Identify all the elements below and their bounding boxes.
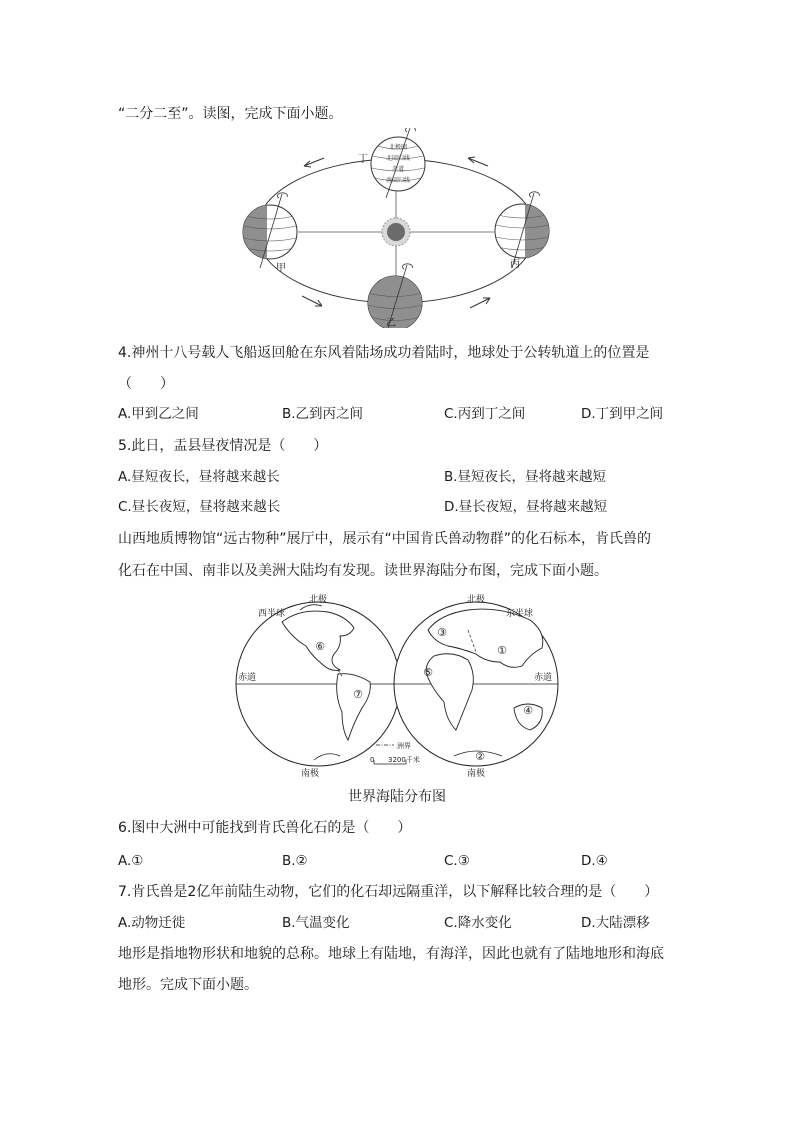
east-equator-label: 赤道 (534, 673, 553, 683)
q7-option-c[interactable]: C.降水变化 (444, 915, 512, 931)
east-hemisphere-label: 东半球 (506, 609, 534, 619)
east-south-pole: 南极 (466, 769, 486, 779)
q5-stem: 5.此日，盂县昼夜情况是（ ） (118, 438, 328, 454)
globe-bing (495, 192, 549, 268)
earth-revolution-diagram (230, 128, 570, 328)
ding-text-arctic: 北极圈 (388, 144, 408, 151)
marker-4: ④ (523, 704, 533, 717)
sun-icon (382, 218, 410, 246)
west-equator-label: 赤道 (238, 673, 257, 683)
passage2-line1: 山西地质博物馆“远古物种”展厅中，展示有“中国肯氏兽动物群”的化石标本，肯氏兽的 (118, 531, 652, 547)
q7-option-d[interactable]: D.大陆漂移 (581, 915, 650, 931)
marker-3: ③ (437, 626, 447, 639)
scale-value: 3200千米 (388, 756, 420, 764)
globe-ding (371, 128, 425, 198)
q5-option-d[interactable]: D.昼长夜短，昼将越来越短 (444, 499, 608, 515)
q6-option-a[interactable]: A.① (118, 853, 144, 869)
globe-jia (243, 193, 297, 268)
q7-option-b[interactable]: B.气温变化 (282, 915, 350, 931)
ding-text-tropic-north: 北回归线 (385, 155, 411, 162)
q7-stem: 7.肯氏兽是2亿年前陆生动物，它们的化石却远隔重洋，以下解释比较合理的是（ ） (118, 884, 659, 900)
intro-text: “二分二至”。读图，完成下面小题。 (118, 106, 343, 122)
marker-2: ② (475, 750, 485, 763)
q4-option-d[interactable]: D.丁到甲之间 (581, 406, 664, 422)
q4-stem: 4.神州十八号载人飞船返回舱在东风着陆场成功着陆时，地球处于公转轨道上的位置是 (118, 345, 650, 361)
label-bing: 丙 (510, 259, 520, 270)
marker-6: ⑥ (315, 640, 325, 653)
passage3-line2: 地形。完成下面小题。 (118, 977, 258, 993)
passage2-line2: 化石在中国、南非以及美洲大陆均有发现。读世界海陆分布图，完成下面小题。 (118, 563, 608, 579)
q4-paren: （ ） (118, 376, 174, 392)
ding-text-tropic-south: 南回归线 (385, 177, 411, 184)
q5-option-c[interactable]: C.昼长夜短，昼将越来越长 (118, 499, 281, 515)
label-jia: 甲 (276, 263, 286, 274)
q5-option-b[interactable]: B.昼短夜长，昼将越来越短 (444, 469, 607, 485)
ding-text-equator: 赤道 (391, 166, 405, 173)
marker-7: ⑦ (353, 688, 363, 701)
q6-option-b[interactable]: B.② (282, 853, 308, 869)
marker-1: ① (497, 644, 507, 657)
q4-option-b[interactable]: B.乙到丙之间 (282, 406, 364, 422)
label-ding: 丁 (358, 154, 368, 165)
q7-option-a[interactable]: A.动物迁徙 (118, 915, 186, 931)
legend-boundary: 洲界 (397, 742, 411, 750)
q4-option-c[interactable]: C.丙到丁之间 (444, 406, 526, 422)
passage3-line1: 地形是指地物形状和地貌的总称。地球上有陆地，有海洋，因此也就有了陆地地形和海底 (118, 946, 664, 962)
marker-5: ⑤ (423, 666, 433, 679)
label-yi: 乙 (386, 318, 396, 328)
west-south-pole: 南极 (300, 769, 320, 779)
q6-option-c[interactable]: C.③ (444, 853, 470, 869)
west-hemisphere-label: 西半球 (258, 609, 286, 619)
map-caption: 世界海陆分布图 (348, 789, 446, 805)
west-north-pole: 北极 (308, 595, 328, 605)
world-map (230, 590, 570, 782)
q6-stem: 6.图中大洲中可能找到肯氏兽化石的是（ ） (118, 820, 412, 836)
scale-zero: 0 (370, 756, 375, 764)
q5-option-a[interactable]: A.昼短夜长，昼将越来越长 (118, 469, 280, 485)
east-north-pole: 北极 (466, 595, 486, 605)
q6-option-d[interactable]: D.④ (581, 853, 608, 869)
q4-option-a[interactable]: A.甲到乙之间 (118, 406, 199, 422)
